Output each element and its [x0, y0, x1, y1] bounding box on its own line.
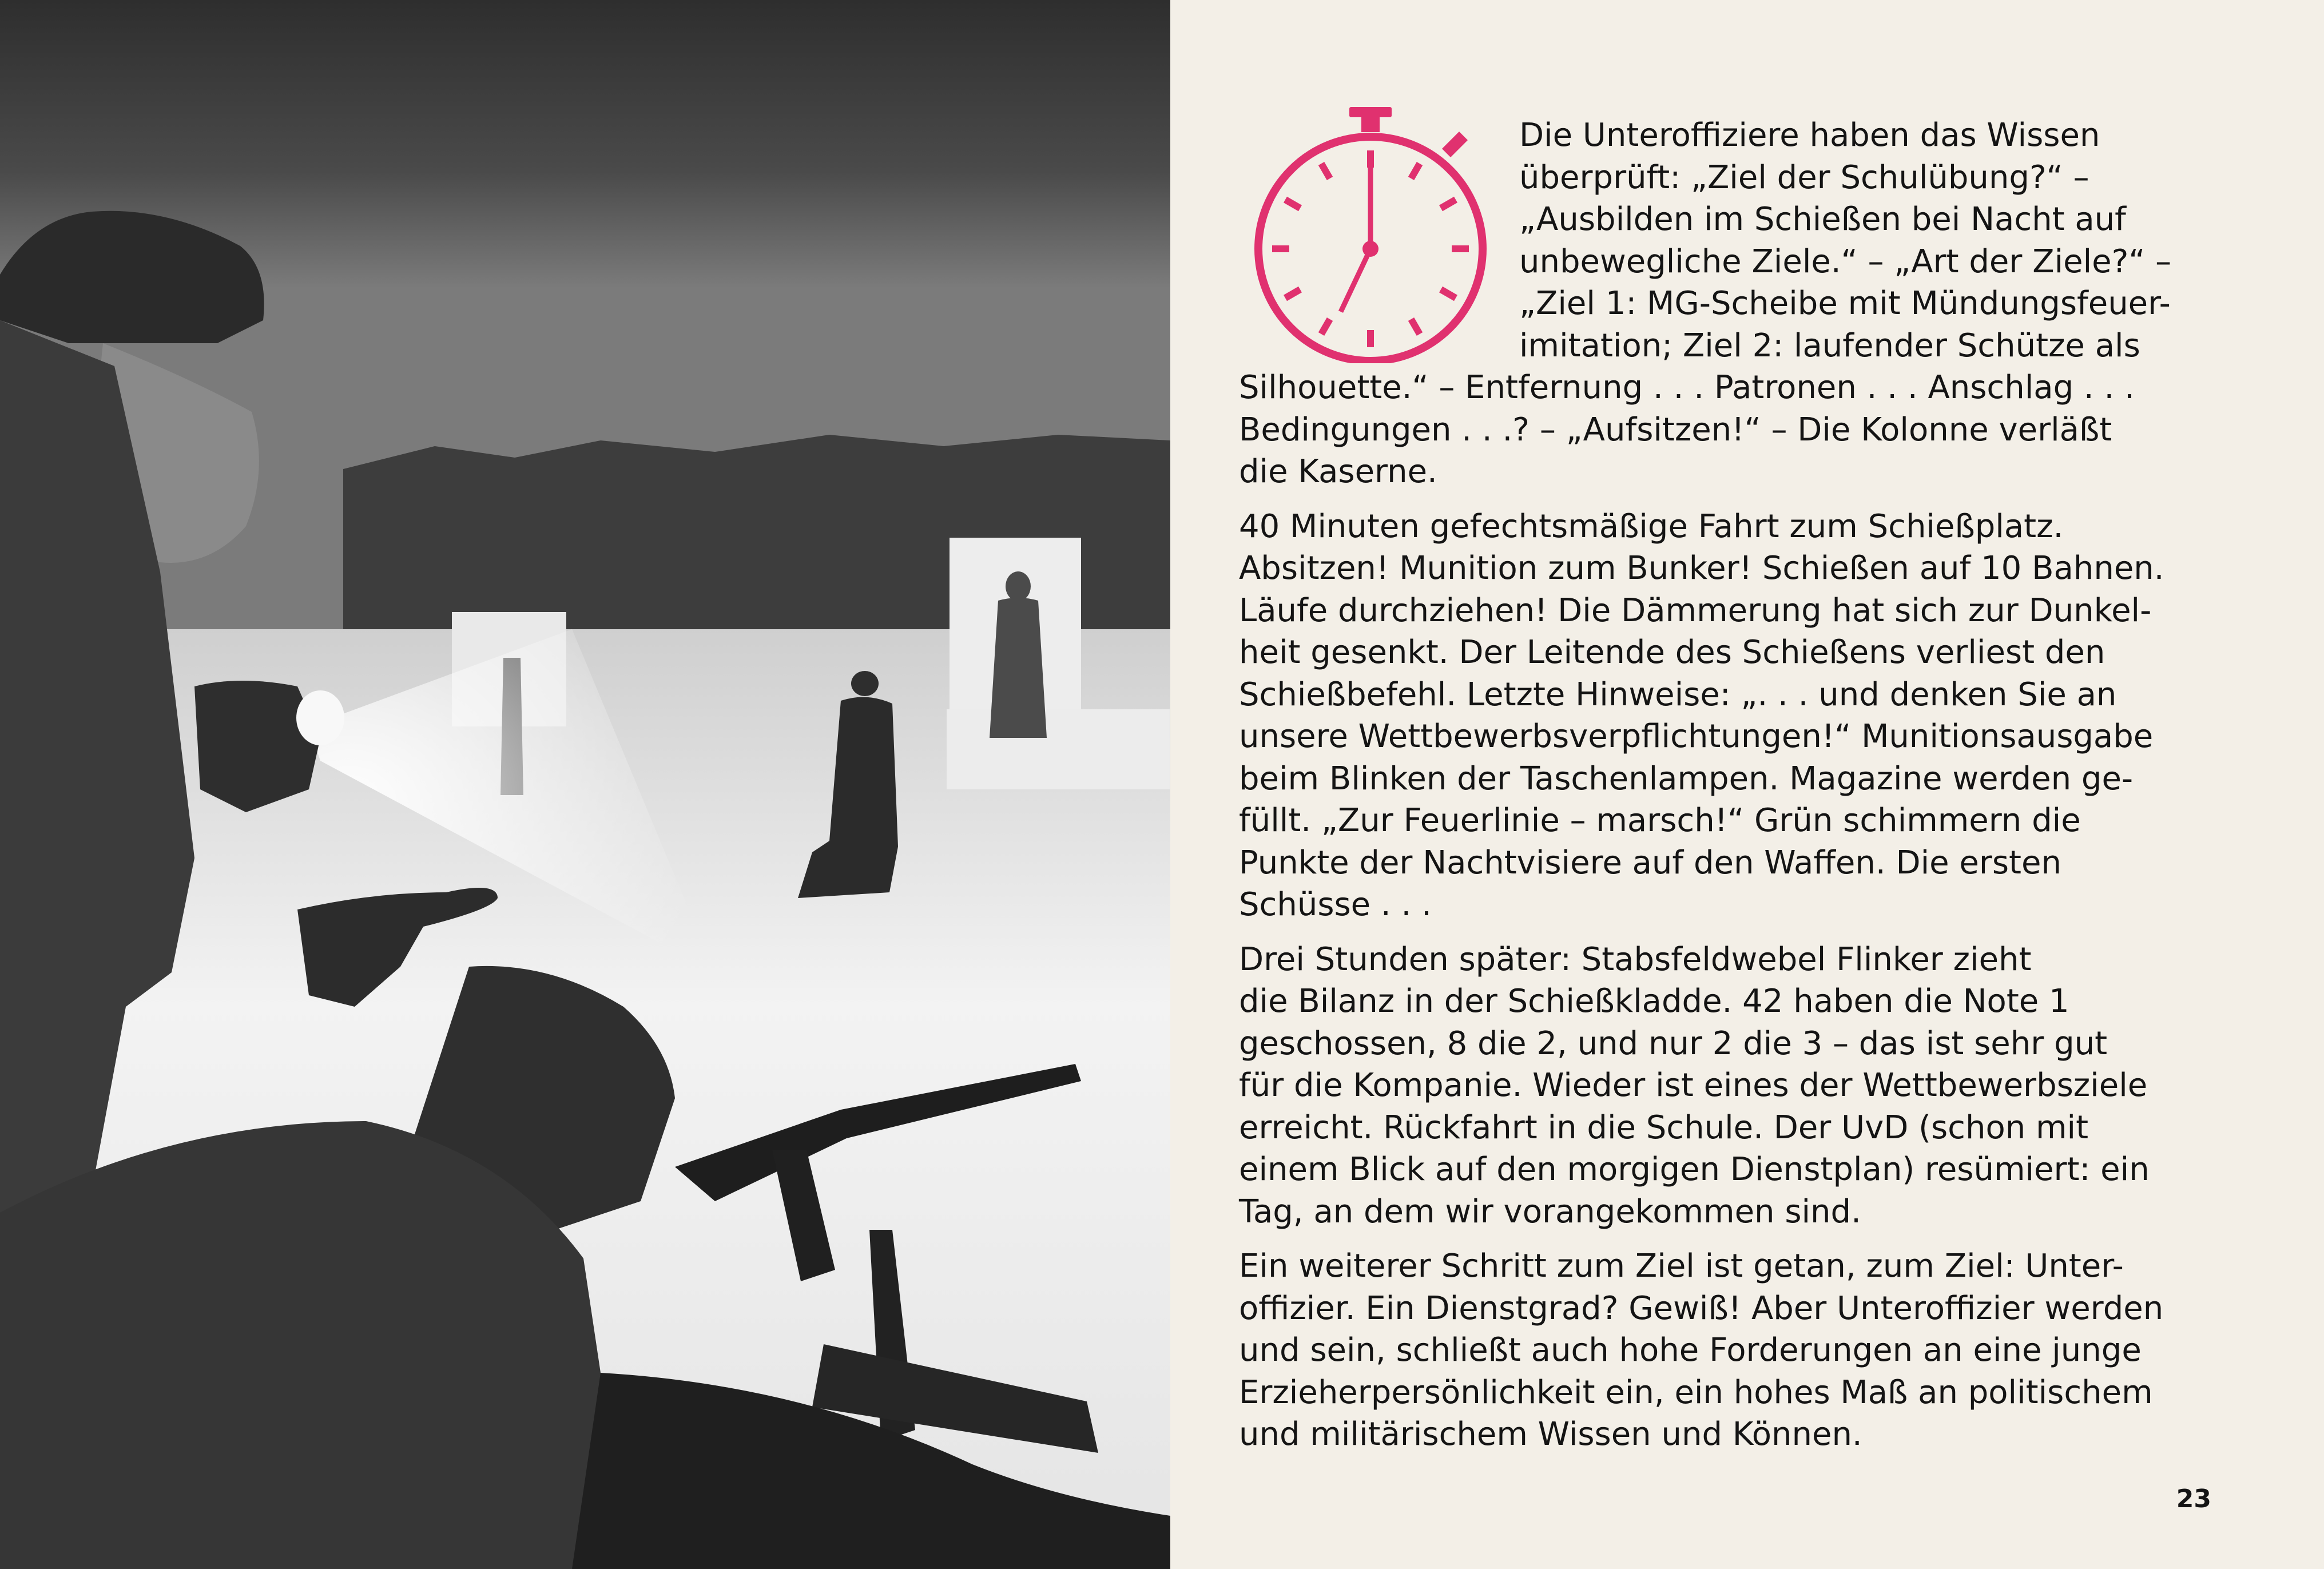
text-page [1170, 0, 2324, 1569]
text-line: Silhouette.“ – Entfernung . . . Patronen . . . Anschlag . . . [1239, 369, 2135, 406]
paragraph-3 [1239, 939, 2240, 1233]
text-line: „Ziel 1: MG-Scheibe mit Mündungsfeuer- [1519, 285, 2171, 322]
text-line: Schüsse . . . [1239, 886, 1432, 923]
text-line: 40 Minuten gefechtsmäßige Fahrt zum Schießplatz. [1239, 507, 2064, 545]
text-line: Schießbefehl. Letzte Hinweise: „. . . und denken Sie an [1239, 676, 2117, 713]
text-line: die Bilanz in der Schießkladde. 42 haben die Note 1 [1239, 983, 2069, 1020]
text-line: überprüft: „Ziel der Schulübung?“ – [1519, 158, 2089, 196]
text-line: die Kaserne. [1239, 453, 1437, 490]
text-line: imitation; Ziel 2: laufender Schütze als [1519, 327, 2140, 364]
paragraph-1 [1239, 114, 2240, 493]
text-line: Ein weiterer Schritt zum Ziel ist getan, zum Ziel: Unter- [1239, 1248, 2124, 1285]
page-number: 23 [2176, 1484, 2211, 1514]
text-line: Bedingungen . . .? – „Aufsitzen!“ – Die Kolonne verläßt [1239, 411, 2112, 448]
text-line: heit gesenkt. Der Leitende des Schießens verliest den [1239, 634, 2105, 671]
text-line: geschossen, 8 die 2, und nur 2 die 3 – das ist sehr gut [1239, 1024, 2108, 1062]
text-line: und militärischem Wissen und Können. [1239, 1416, 1862, 1453]
text-line: Die Unteroffiziere haben das Wissen [1519, 117, 2100, 154]
text-line: offizier. Ein Dienstgrad? Gewiß! Aber Unteroffizier werden [1239, 1289, 2164, 1327]
text-line: „Ausbilden im Schießen bei Nacht auf [1519, 201, 2126, 238]
text-line: Punkte der Nachtvisiere auf den Waffen. Die ersten [1239, 844, 2061, 881]
text-line: beim Blinken der Taschenlampen. Magazine werden ge- [1239, 760, 2134, 797]
text-line: Läufe durchziehen! Die Dämmerung hat sich zur Dunkel- [1239, 591, 2152, 629]
text-line: Absitzen! Munition zum Bunker! Schießen auf 10 Bahnen. [1239, 550, 2164, 587]
paragraph-4 [1239, 1245, 2240, 1456]
text-line: und sein, schließt auch hohe Forderungen an eine junge [1239, 1332, 2142, 1369]
text-line: Tag, an dem wir vorangekommen sind. [1239, 1193, 1861, 1230]
text-line: unsere Wettbewerbsverpflichtungen!“ Munitionsausgabe [1239, 718, 2154, 755]
article-text [1239, 114, 2240, 1468]
text-line: Erzieherpersönlichkeit ein, ein hohes Maß an politischem [1239, 1373, 2153, 1411]
text-line: Drei Stunden später: Stabsfeldwebel Flinker zieht [1239, 940, 2032, 978]
text-line: einem Blick auf den morgigen Dienstplan) resümiert: ein [1239, 1151, 2150, 1188]
text-line: füllt. „Zur Feuerlinie – marsch!“ Grün schimmern die [1239, 802, 2081, 839]
paragraph-2 [1239, 506, 2240, 926]
text-line: erreicht. Rückfahrt in die Schule. Der UvD (schon mit [1239, 1109, 2089, 1146]
text-line: unbewegliche Ziele.“ – „Art der Ziele?“ – [1519, 243, 2172, 280]
text-line: für die Kompanie. Wieder ist eines der Wettbewerbsziele [1239, 1067, 2148, 1104]
